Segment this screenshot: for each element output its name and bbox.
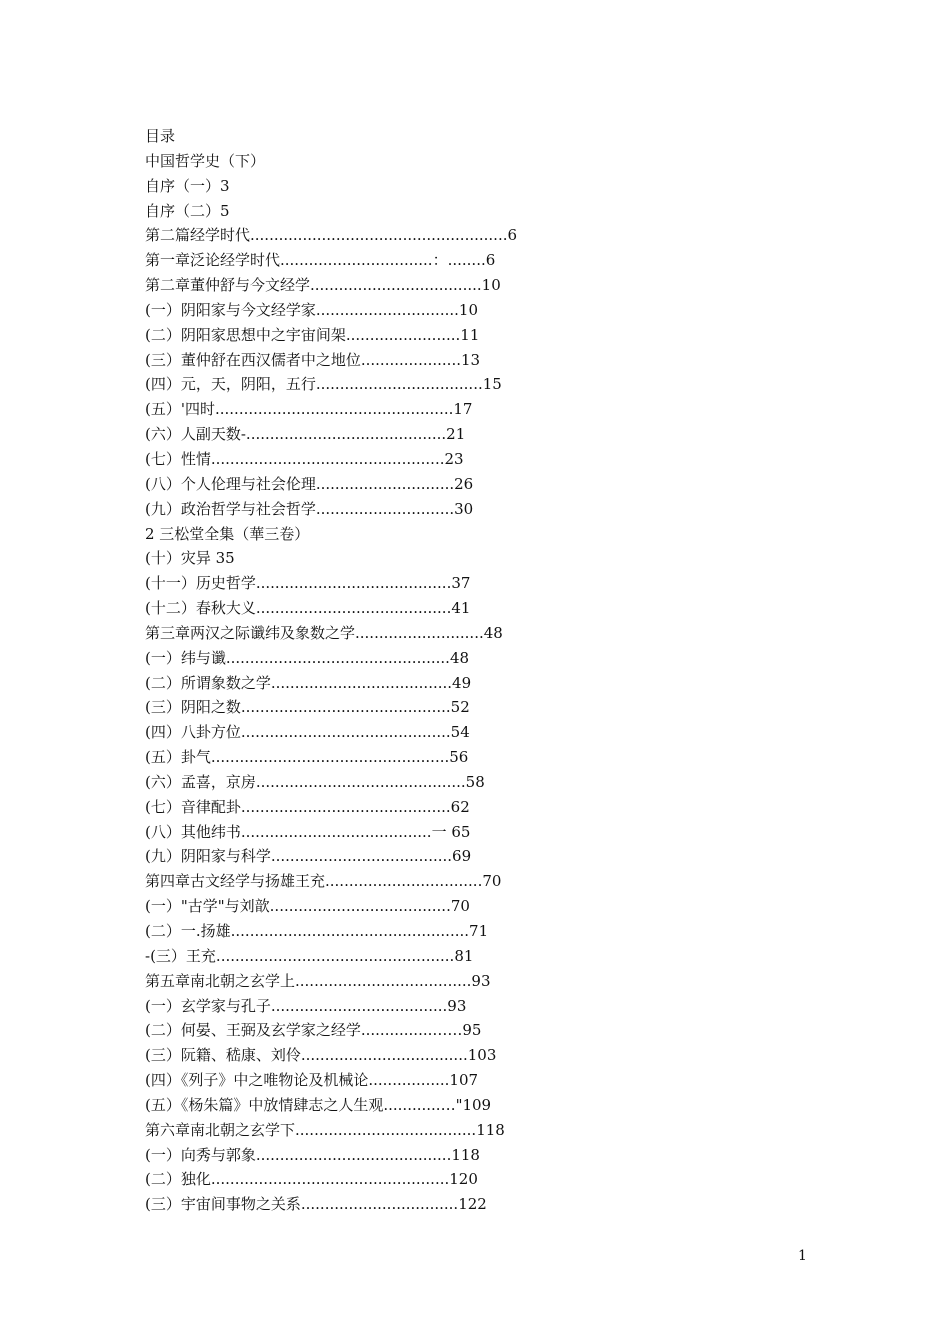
toc-entry: (四）《列子》中之唯物论及机械论.................107	[145, 1071, 479, 1090]
toc-entry: (三）阴阳之数............................................52	[145, 698, 470, 717]
toc-entry: (八）其他纬书........................................一 65	[145, 822, 471, 841]
toc-entry: 自序（一）3	[145, 176, 230, 195]
toc-entry: 2 三松堂全集（華三卷）	[145, 524, 310, 543]
toc-entry: (十一）历史哲学.........................................37	[145, 574, 471, 593]
toc-entry: (七）性情.................................................23	[145, 449, 464, 468]
toc-entry: 第四章古文经学与扬雄王充.................................70	[145, 872, 502, 891]
toc-entry: 第三章两汉之际谶纬及象数之学...........................48	[145, 623, 503, 642]
toc-entry: (二）独化..................................................120	[145, 1170, 478, 1189]
toc-entry: (三）阮籍、嵇康、刘伶...................................103	[145, 1046, 497, 1065]
toc-entry: 第二篇经学时代......................................................6	[145, 226, 518, 245]
toc-entry: 第六章南北朝之玄学下......................................118	[145, 1120, 505, 1139]
toc-entry: (四）八卦方位............................................54	[145, 723, 470, 742]
toc-entry: -(三）王充..................................................81	[145, 946, 474, 965]
toc-entry: (十二）春秋大义.........................................41	[145, 599, 471, 618]
toc-entry: 自序（二）5	[145, 201, 230, 220]
toc-entry: (二）阴阳家思想中之宇宙间架........................11	[145, 325, 480, 344]
table-of-contents	[145, 124, 845, 1217]
toc-entry: 第五章南北朝之玄学上.....................................93	[145, 971, 491, 990]
toc-entry: (四）元，天，阴阳，五行...................................15	[145, 375, 502, 394]
toc-entry: (二）何晏、王弼及玄学家之经学...............……95	[145, 1021, 482, 1040]
toc-entry: (一）纬与谶...............................................48	[145, 648, 470, 667]
toc-entry: (六）孟喜，京房............................................58	[145, 772, 485, 791]
toc-entry: (五）卦气..................................................56	[145, 748, 469, 767]
toc-entry: (十）灾异 35	[145, 549, 235, 568]
book-title: 中国哲学史（下）	[145, 151, 266, 170]
toc-entry: (五）'四时..................................................17	[145, 400, 473, 419]
toc-entry: 第一章泛论经学时代................................：........6	[145, 251, 496, 270]
toc-entry: (七）音律配卦............................................62	[145, 797, 470, 816]
toc-entry: (八）个人伦理与社会伦理.............................26	[145, 474, 474, 493]
toc-entry: (九）政治哲学与社会哲学.............................30	[145, 499, 474, 518]
toc-entry: (一）玄学家与孔子.....................................93	[145, 996, 467, 1015]
toc-entry: (三）董仲舒在西汉儒者中之地位.....................13	[145, 350, 481, 369]
toc-entry: (九）阴阳家与科学......................................69	[145, 847, 472, 866]
toc-entry: (二）一.扬雄..................................................71	[145, 922, 489, 940]
toc-heading: 目录	[145, 127, 176, 145]
toc-entry: (二）所谓象数之学......................................49	[145, 673, 472, 692]
page-number: 1	[798, 1248, 807, 1264]
toc-entry: (六）人副天数-..........................................21	[145, 425, 466, 444]
toc-entry: 第二章董仲舒与今文经学....................................10	[145, 276, 501, 295]
toc-entry: (一）向秀与郭象.........................................118	[145, 1145, 480, 1164]
toc-entry: (五）《杨朱篇》中放情肆志之人生观............…"109	[145, 1095, 492, 1114]
toc-entry: (一）阴阳家与今文经学家..............................10	[145, 300, 478, 319]
toc-entry: (三）宇宙间事物之关系.................................122	[145, 1195, 487, 1214]
toc-entry: (一）"古学"与刘歆......................................70	[145, 897, 470, 916]
